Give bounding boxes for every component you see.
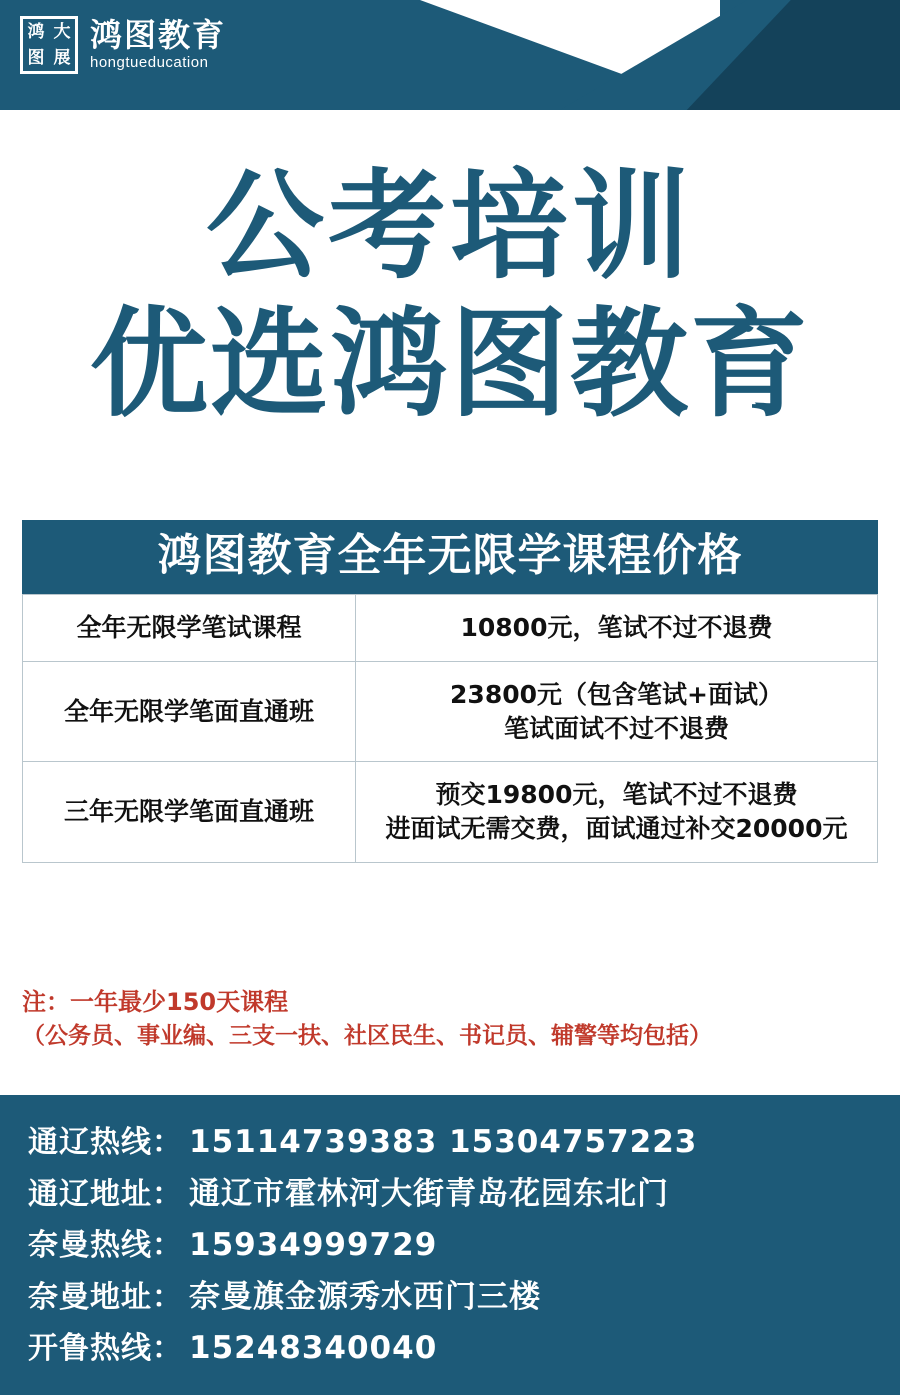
contact-value[interactable]: 15934999729	[189, 1227, 438, 1263]
contact-row-tongliao-address	[28, 1168, 872, 1213]
note-line-1: 注：一年最少150天课程	[22, 988, 289, 1016]
contact-value: 奈曼旗金源秀水西门三楼	[189, 1279, 541, 1315]
contact-row-tongliao-hotline	[28, 1117, 872, 1161]
contact-row-naiman-hotline	[28, 1220, 872, 1264]
course-name-cell: 全年无限学笔试课程	[23, 595, 356, 662]
course-name-cell: 三年无限学笔面直通班	[23, 762, 356, 863]
brand-name-block	[90, 15, 227, 72]
contact-footer	[0, 1095, 900, 1395]
logo-char-1: 鸿	[27, 21, 45, 42]
contact-value[interactable]: 15114739383 15304757223	[189, 1124, 698, 1160]
price-table	[22, 594, 878, 863]
course-name-cell: 全年无限学笔面直通班	[23, 661, 356, 762]
contact-value[interactable]: 15248340040	[189, 1330, 438, 1366]
contact-label: 开鲁热线：	[28, 1331, 183, 1366]
logo-mark-icon	[20, 16, 78, 74]
brand-logo	[20, 16, 226, 74]
brand-name-en: hongtueducation	[90, 54, 209, 72]
price-table-section	[22, 520, 878, 863]
headline-line-1: 公考培训	[205, 157, 694, 295]
price-line: 10800元，笔试不过不退费	[460, 613, 773, 642]
logo-char-3: 图	[27, 47, 45, 68]
price-line: 预交19800元，笔试不过不退费	[435, 780, 798, 810]
contact-label: 通辽热线：	[28, 1125, 183, 1160]
contact-label: 通辽地址：	[28, 1177, 183, 1212]
table-row	[23, 762, 878, 863]
course-price-cell	[356, 661, 878, 762]
contact-row-naiman-address	[28, 1271, 872, 1316]
price-line: 笔试面试不过不退费	[503, 713, 729, 743]
contact-value: 通辽市霍林河大街青岛花园东北门	[189, 1176, 669, 1212]
page-title	[0, 157, 900, 434]
table-row	[23, 661, 878, 762]
headline-line-2: 优选鸿图教育	[89, 295, 810, 434]
logo-char-4: 展	[53, 47, 71, 68]
course-price-cell	[356, 595, 878, 662]
contact-label: 奈曼地址：	[28, 1280, 183, 1315]
brand-name-cn: 鸿图教育	[90, 15, 227, 54]
note-line-2: （公务员、事业编、三支一扶、社区民生、书记员、辅警等均包括）	[22, 1022, 712, 1049]
contact-row-kailu-hotline	[28, 1323, 872, 1367]
notes-section	[22, 985, 878, 1053]
logo-char-2: 大	[53, 21, 71, 42]
contact-label: 奈曼热线：	[28, 1228, 183, 1263]
price-table-title: 鸿图教育全年无限学课程价格	[22, 520, 878, 594]
price-line: 23800元（包含笔试+面试）	[450, 679, 783, 709]
course-price-cell	[356, 762, 878, 863]
table-row	[23, 595, 878, 662]
price-line: 进面试无需交费，面试通过补交20000元	[385, 814, 848, 843]
